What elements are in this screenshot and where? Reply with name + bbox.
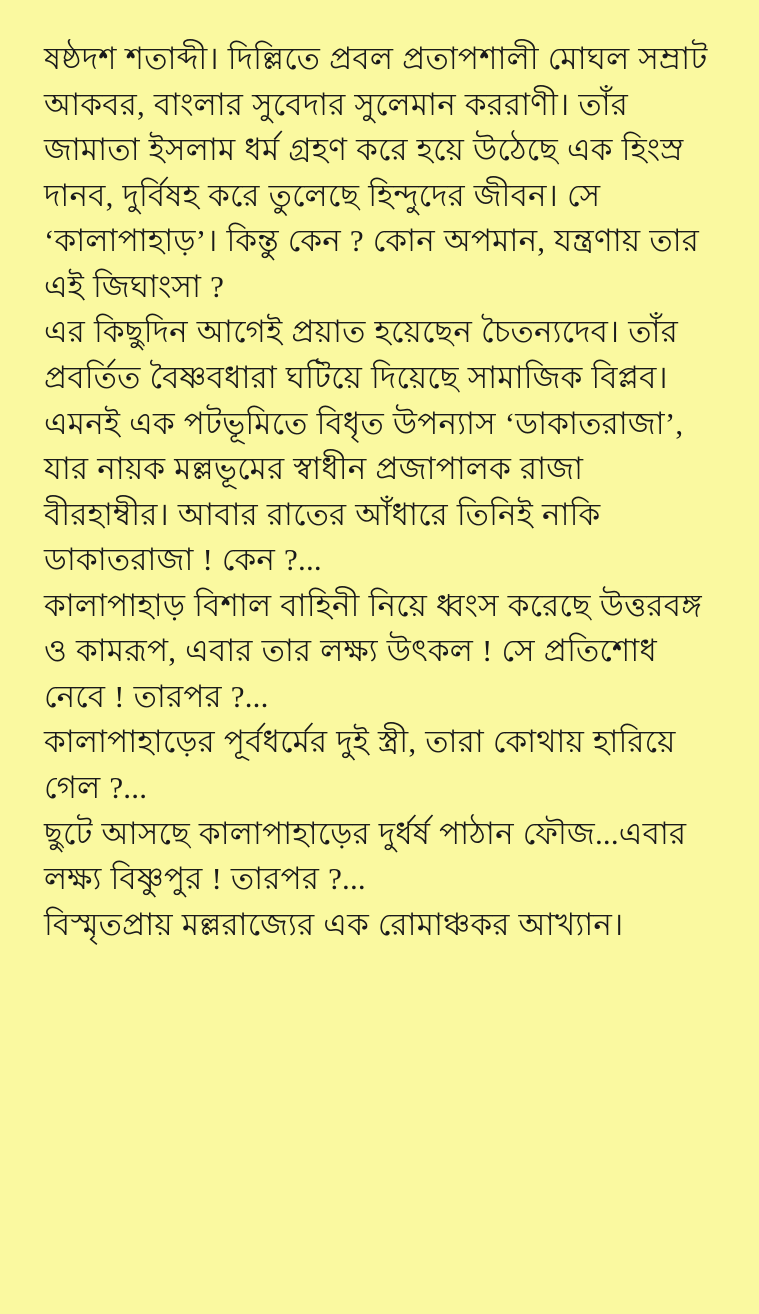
paragraph: ছুটে আসছে কালাপাহাড়ের দুর্ধর্ষ পাঠান ফৌজ...এবার লক্ষ্য বিষ্ণুপুর ! তারপর ?... [44, 815, 687, 897]
paragraph: এমনই এক পটভূমিতে বিধৃত উপন্যাস ‘ডাকাতরাজা’, যার নায়ক মল্লভূমের স্বাধীন প্রজাপালক রাজা বীরহাম্বীর। আবার রাতের আঁধারে তিনিই নাকি ডাকাতরাজা ! কেন ?... [44, 405, 684, 578]
paragraph: এর কিছুদিন আগেই প্রয়াত হয়েছেন চৈতন্যদেব। তাঁর প্রবর্তিত বৈষ্ণবধারা ঘটিয়ে দিয়েছে সামাজিক বিপ্লব। [44, 314, 678, 395]
paragraph: ষষ্ঠদশ শতাব্দী। দিল্লিতে প্রবল প্রতাপশালী মোঘল সম্রাট আকবর, বাংলার সুবেদার সুলেমান কররাণী। তাঁর জামাতা ইসলাম ধর্ম গ্রহণ করে হয়ে উঠেছে এক হিংস্র দানব, দুর্বিষহ করে তুলেছে হিন্দুদের জীবন। সে ‘কালাপাহাড়’। কিন্তু কেন ? কোন অপমান, যন্ত্রণায় তার এই জিঘাংসা ? [44, 41, 708, 304]
paragraph: কালাপাহাড় বিশাল বাহিনী নিয়ে ধ্বংস করেছে উত্তরবঙ্গ ও কামরূপ, এবার তার লক্ষ্য উৎকল ! সে প্রতিশোধ নেবে ! তারপর ?... [44, 587, 702, 714]
paragraph: বিস্মৃতপ্রায় মল্লরাজ্যের এক রোমাঞ্চকর আখ্যান। [44, 906, 624, 942]
blurb-text-block [44, 36, 715, 947]
paragraph: কালাপাহাড়ের পূর্বধর্মের দুই স্ত্রী, তারা কোথায় হারিয়ে গেল ?... [44, 724, 676, 805]
